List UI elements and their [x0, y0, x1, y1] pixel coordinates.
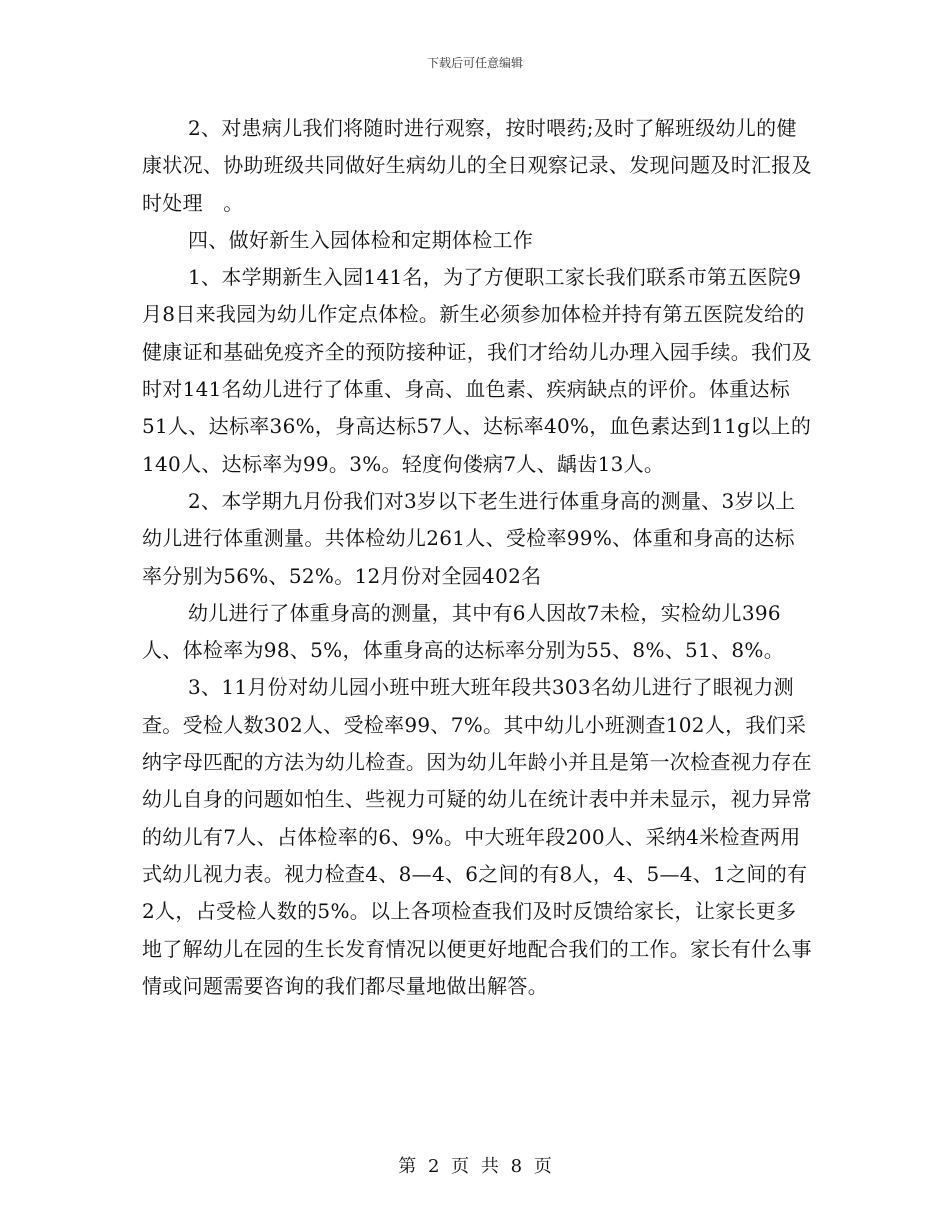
paragraph-new-student-exam: 1、本学期新生入园141名，为了方便职工家长我们联系市第五医院9月8日来我园为幼儿作定点体检。新生必须参加体检并持有第五医院发给的健康证和基础免疫齐全的预防接种证，我们才给幼儿办理入园手续。我们及时对141名幼儿进行了体重、身高、血色素、疾病缺点的评价。体重达标51人、达标率36%，身高达标57人、达标率40%，血色素达到11g以上的140人、达标率为99。3%。轻度佝偻病7人、龋齿13人。	[142, 265, 812, 476]
document-body	[142, 110, 812, 1005]
section-heading-physical-exam: 四、做好新生入园体检和定期体检工作	[188, 227, 534, 252]
page-number-footer: 第 2 页 共 8 页	[398, 1156, 552, 1177]
paragraph-december-measurement: 幼儿进行了体重身高的测量，其中有6人因故7未检，实检幼儿396人、体检率为98、5%，体重身高的达标率分别为55、8%、51、8%。	[142, 600, 785, 663]
paragraph-care-sick-children: 2、对患病儿我们将随时进行观察，按时喂药;及时了解班级幼儿的健康状况、协助班级共同做好生病幼儿的全日观察记录、发现问题及时汇报及时处理 。	[142, 116, 812, 215]
paragraph-september-measurement: 2、本学期九月份我们对3岁以下老生进行体重身高的测量、3岁以上幼儿进行体重测量。共体检幼儿261人、受检率99%、体重和身高的达标率分别为56%、52%。12月份对全园402名	[142, 488, 796, 588]
paragraph-vision-test: 3、11月份对幼儿园小班中班大班年段共303名幼儿进行了眼视力测查。受检人数302人、受检率99、7%。其中幼儿小班测查102人，我们采纳字母匹配的方法为幼儿检查。因为幼儿年龄小并且是第一次检查视力存在幼儿自身的问题如怕生、些视力可疑的幼儿在统计表中并未显示，视力异常的幼儿有7人、占体检率的6、9%。中大班年段200人、采纳4米检查两用式幼儿视力表。视力检查4、8—4、6之间的有8人，4、5—4、1之间的有2人，占受检人数的5%。以上各项检查我们及时反馈给家长，让家长更多地了解幼儿在园的生长发育情况以便更好地配合我们的工作。家长有什么事情或问题需要咨询的我们都尽量地做出解答。	[142, 675, 812, 998]
page-header: 下载后可任意编辑	[426, 56, 523, 70]
